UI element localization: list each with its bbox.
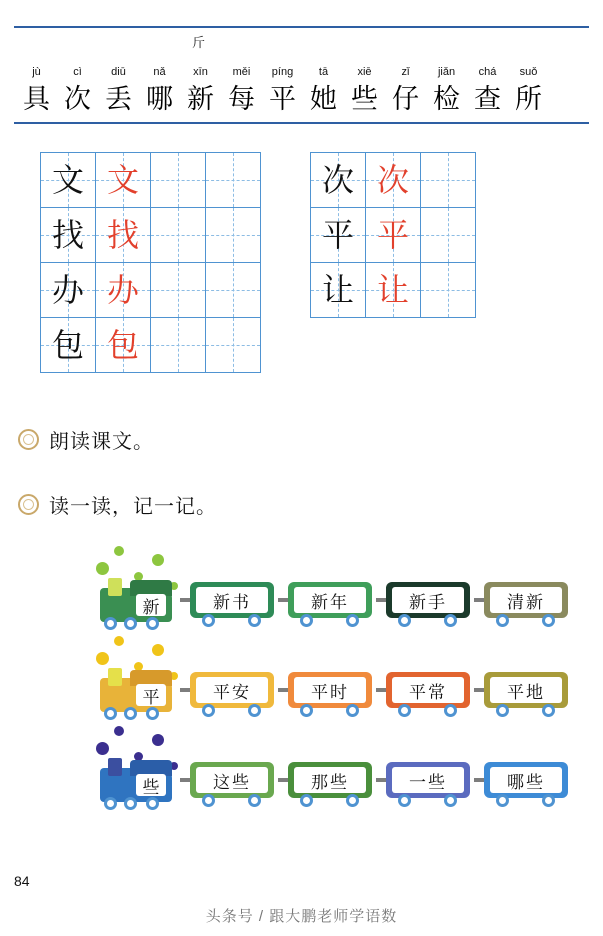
trace-character-cell[interactable] [366,208,421,263]
pinyin-label: nǎ [153,66,166,78]
word-car[interactable] [386,672,470,720]
guide-line [151,290,205,291]
trace-character: 让 [376,272,409,308]
pinyin-label: jiǎn [437,66,456,78]
coupler [474,778,484,782]
wheel-icon [444,614,457,627]
word-panel [294,677,366,703]
model-character: 办 [51,272,84,308]
page-number: 84 [14,873,30,889]
model-character: 次 [321,162,354,198]
word-label: 那些 [311,772,349,792]
wheel-icon [346,704,359,717]
practice-row [311,208,476,263]
smoke-puff-icon [96,652,109,665]
practice-row [41,318,261,373]
character-cell [57,66,98,117]
car-body [386,762,470,798]
activity-read-aloud [18,425,154,454]
guide-line [151,345,205,346]
locomotive-character: 平 [142,687,160,707]
model-character-cell[interactable] [311,263,366,318]
pinyin-label: zǐ [401,66,410,78]
coupler [376,598,386,602]
word-label: 新年 [311,592,349,612]
radical-annotation: 斤 [192,35,206,50]
hanzi-label: 每 [228,84,255,114]
hanzi-label: 丢 [105,84,132,114]
model-character-cell[interactable] [41,153,96,208]
wheel-icon [542,614,555,627]
practice-row [311,153,476,208]
wheel-icon [104,797,117,810]
character-cell [508,66,549,117]
word-label: 平常 [409,682,447,702]
wheel-icon [346,794,359,807]
activity-read-and-remember [18,490,217,519]
car-body [288,582,372,618]
wheel-icon [300,704,313,717]
pinyin-label: chá [478,66,497,78]
blank-cell[interactable] [151,263,206,318]
practice-row [41,263,261,318]
wheel-icon [248,614,261,627]
guide-line [178,208,179,262]
watermark-text: 头条号 / 跟大鹏老师学语数 [205,908,398,925]
wheel-icon [146,707,159,720]
trace-character-cell[interactable] [96,208,151,263]
hanzi-label: 些 [351,84,378,114]
locomotive-chimney [108,758,122,776]
hanzi-label: 所 [515,84,542,114]
trace-character-cell[interactable] [366,263,421,318]
smoke-puff-icon [152,554,164,566]
wheel-icon [104,617,117,630]
wheel-icon [542,794,555,807]
practice-grid-right[interactable] [310,152,476,318]
pinyin-label: tā [318,66,329,78]
character-cell [180,66,221,117]
locomotive-character-window [136,684,166,706]
pinyin-label: suǒ [519,66,538,78]
model-character-cell[interactable] [41,263,96,318]
pinyin-label: měi [232,66,251,78]
blank-cell[interactable] [206,318,261,373]
pinyin-label: píng [271,66,294,78]
word-panel [196,587,268,613]
tianzige-table-left[interactable] [40,152,261,373]
word-label: 一些 [409,772,447,792]
practice-row [311,263,476,318]
word-panel [490,587,562,613]
wheel-icon [104,707,117,720]
locomotive-character-window [136,774,166,796]
coupler [180,598,190,602]
word-panel [196,677,268,703]
wheel-icon [248,704,261,717]
character-cell [344,66,385,117]
word-car[interactable] [484,762,568,810]
model-character-cell[interactable] [311,208,366,263]
wheel-icon [300,614,313,627]
car-body [288,762,372,798]
word-car[interactable] [288,582,372,630]
pinyin-label: cì [73,66,82,78]
wheel-icon [146,797,159,810]
car-body [484,762,568,798]
locomotive [100,668,172,720]
trace-character-cell[interactable] [96,263,151,318]
hanzi-label: 她 [310,84,337,114]
blank-cell[interactable] [151,318,206,373]
wheel-icon [124,797,137,810]
model-character: 平 [321,217,354,253]
trace-character-cell[interactable] [366,153,421,208]
model-character: 包 [51,327,84,363]
locomotive-character: 新 [142,597,160,617]
blank-cell[interactable] [151,208,206,263]
wheel-icon [496,704,509,717]
coupler [278,688,288,692]
pinyin-label: xīn [193,66,208,78]
car-body [190,582,274,618]
coupler [376,778,386,782]
guide-line [233,208,234,262]
character-list [16,66,587,117]
activity-label: 朗读课文。 [49,431,154,453]
hanzi-label: 次 [64,84,91,114]
trace-character-cell[interactable] [96,153,151,208]
word-car[interactable] [386,762,470,810]
locomotive-character: 些 [142,777,160,797]
wheel-icon [124,707,137,720]
guide-line [151,180,205,181]
character-cell [467,66,508,117]
activity-label: 读一读，记一记。 [49,496,217,518]
wheel-icon [146,617,159,630]
word-car[interactable] [190,582,274,630]
word-car[interactable] [190,672,274,720]
coupler [180,778,190,782]
character-cell [262,66,303,117]
blank-cell[interactable] [206,153,261,208]
coupler [278,778,288,782]
hanzi-label: 仔 [392,84,419,114]
trace-character: 次 [376,162,409,198]
guide-line [206,180,260,181]
guide-line [206,290,260,291]
blank-cell[interactable] [206,263,261,318]
word-car[interactable] [190,762,274,810]
word-label: 平地 [507,682,545,702]
word-panel [294,587,366,613]
blank-cell[interactable] [421,208,476,263]
wheel-icon [444,794,457,807]
flower-bullet-icon [18,494,39,515]
smoke-puff-icon [152,734,164,746]
word-panel [392,677,464,703]
model-character-cell[interactable] [41,318,96,373]
guide-line [421,235,475,236]
word-panel [294,767,366,793]
blank-cell[interactable] [421,153,476,208]
guide-line [421,290,475,291]
car-body [386,582,470,618]
smoke-puff-icon [114,726,124,736]
practice-grid-left[interactable] [40,152,261,373]
car-body [190,672,274,708]
character-cell [98,66,139,117]
hanzi-label: 平 [269,84,296,114]
coupler [180,688,190,692]
wheel-icon [202,614,215,627]
car-body [190,762,274,798]
band-top-rule [14,26,589,28]
wheel-icon [248,794,261,807]
word-panel [392,587,464,613]
model-character: 让 [321,272,354,308]
wheel-icon [496,614,509,627]
hanzi-label: 新 [187,84,214,114]
guide-line [448,263,449,317]
character-cell [385,66,426,117]
character-cell [16,66,57,117]
word-car[interactable] [288,762,372,810]
word-label: 哪些 [507,772,545,792]
word-panel [196,767,268,793]
wheel-icon [496,794,509,807]
pinyin-label: xiē [357,66,372,78]
word-label: 平安 [213,682,251,702]
blank-cell[interactable] [421,263,476,318]
blank-cell[interactable] [206,208,261,263]
locomotive-chimney [108,578,122,596]
guide-line [233,153,234,207]
trace-character-cell[interactable] [96,318,151,373]
smoke-puff-icon [114,546,124,556]
wheel-icon [202,794,215,807]
word-panel [490,767,562,793]
wheel-icon [444,704,457,717]
hanzi-label: 检 [433,84,460,114]
band-bottom-rule [14,122,589,124]
character-cell [221,66,262,117]
word-car[interactable] [288,672,372,720]
pinyin-label: diū [111,66,126,78]
hanzi-label: 具 [23,84,50,114]
trace-character: 文 [106,162,139,198]
guide-line [448,153,449,207]
flower-bullet-icon [18,429,39,450]
guide-line [178,263,179,317]
blank-cell[interactable] [151,153,206,208]
smoke-puff-icon [114,636,124,646]
pinyin-label: jù [32,66,41,78]
character-cell [303,66,344,117]
hanzi-label: 查 [474,84,501,114]
tianzige-table-right[interactable] [310,152,476,318]
smoke-puff-icon [96,562,109,575]
trace-character: 办 [106,272,139,308]
word-label: 新手 [409,592,447,612]
locomotive-chimney [108,668,122,686]
guide-line [178,318,179,372]
wheel-icon [398,794,411,807]
character-cell [426,66,467,117]
guide-line [448,208,449,262]
guide-line [233,263,234,317]
hanzi-label: 哪 [146,84,173,114]
guide-line [233,318,234,372]
coupler [474,688,484,692]
smoke-puff-icon [152,644,164,656]
practice-row [41,208,261,263]
guide-line [206,345,260,346]
wheel-icon [346,614,359,627]
word-car[interactable] [386,582,470,630]
new-characters-band [14,26,589,124]
word-label: 这些 [213,772,251,792]
word-panel [392,767,464,793]
wheel-icon [124,617,137,630]
guide-line [151,235,205,236]
word-panel [490,677,562,703]
word-car[interactable] [484,582,568,630]
wheel-icon [542,704,555,717]
guide-line [421,180,475,181]
guide-line [206,235,260,236]
word-car[interactable] [484,672,568,720]
wheel-icon [398,614,411,627]
trace-character: 平 [376,217,409,253]
locomotive-character-window [136,594,166,616]
locomotive [100,758,172,810]
model-character: 找 [51,217,84,253]
locomotive [100,578,172,630]
guide-line [178,153,179,207]
character-cell [139,66,180,117]
word-label: 平时 [311,682,349,702]
trace-character: 包 [106,327,139,363]
coupler [474,598,484,602]
smoke-puff-icon [96,742,109,755]
car-body [484,672,568,708]
trace-character: 找 [106,217,139,253]
car-body [484,582,568,618]
wheel-icon [398,704,411,717]
practice-row [41,153,261,208]
coupler [278,598,288,602]
wheel-icon [300,794,313,807]
model-character-cell[interactable] [311,153,366,208]
car-body [288,672,372,708]
wheel-icon [202,704,215,717]
model-character-cell[interactable] [41,208,96,263]
coupler [376,688,386,692]
model-character: 文 [51,162,84,198]
word-label: 新书 [213,592,251,612]
car-body [386,672,470,708]
word-label: 清新 [507,592,545,612]
